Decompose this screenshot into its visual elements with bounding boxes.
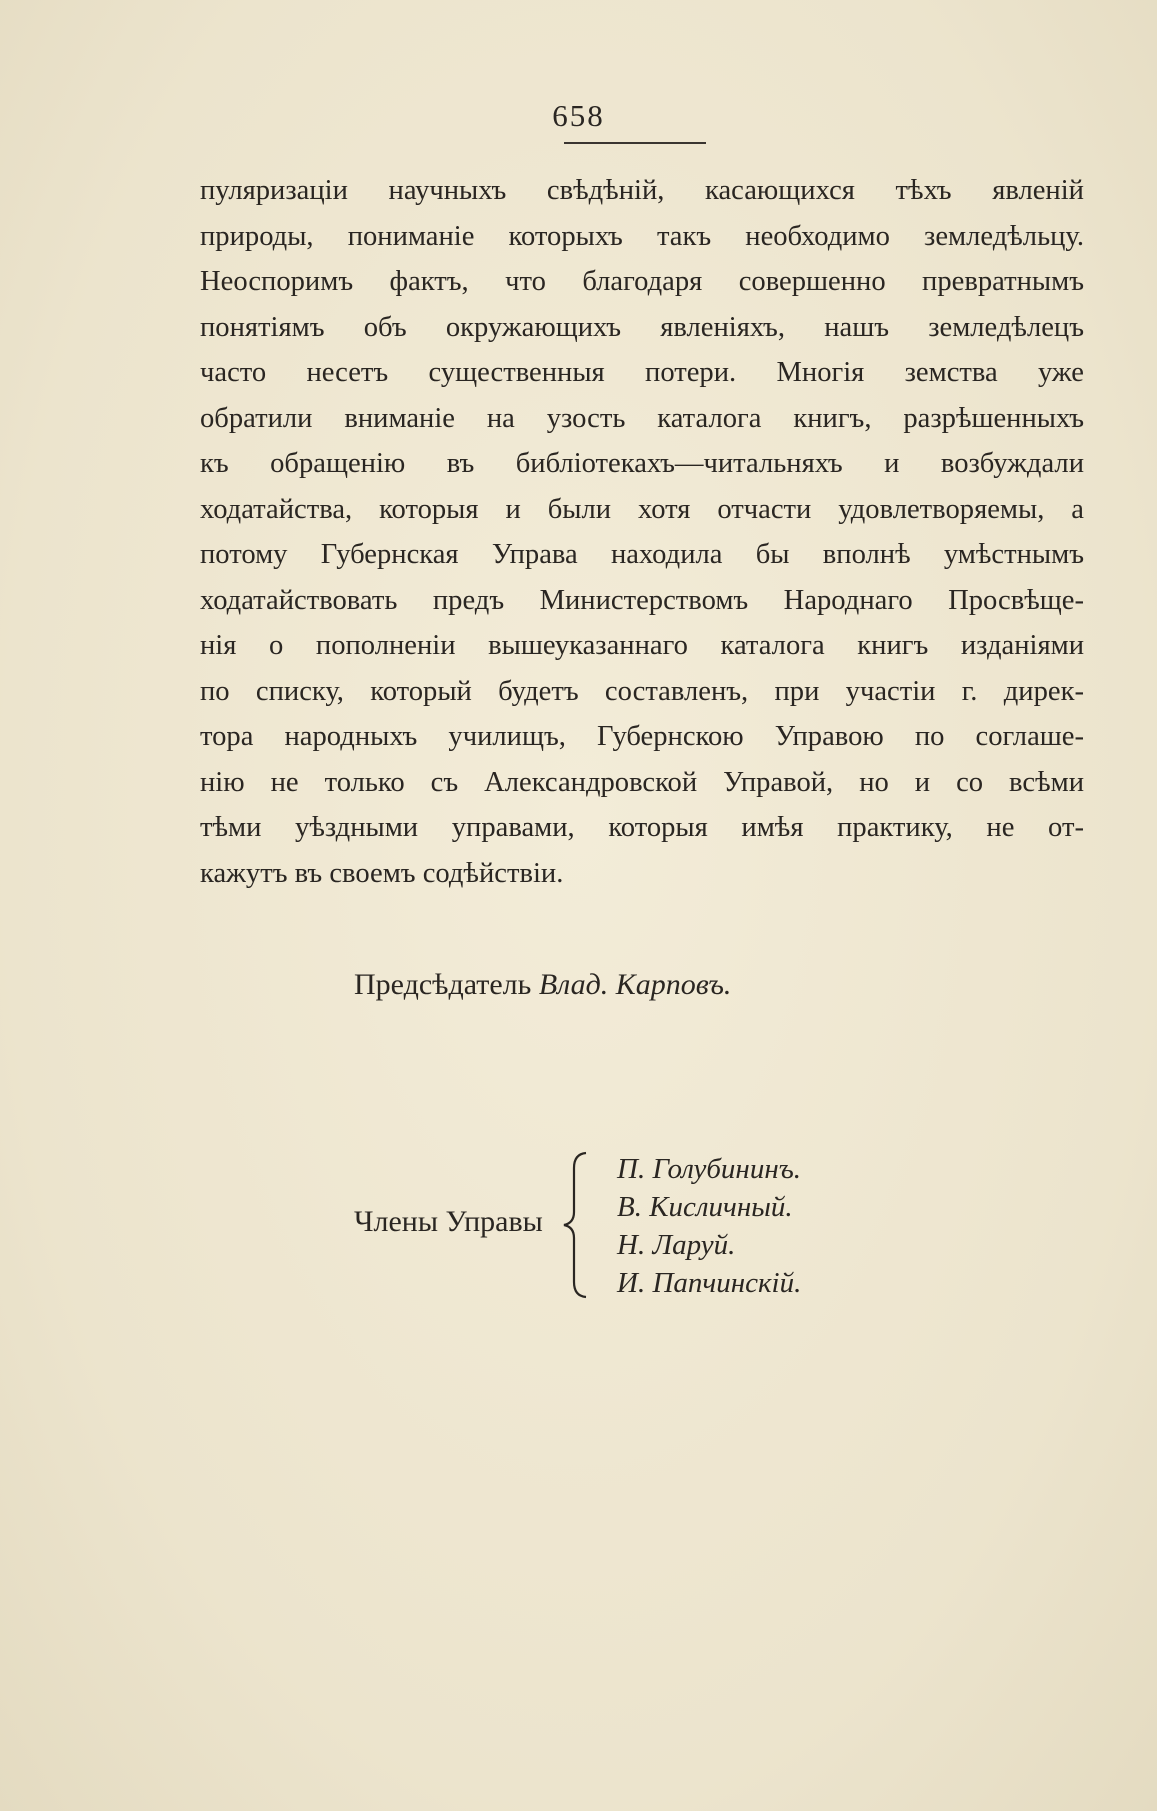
paragraph-line: къ обращенію въ библіотекахъ—читальняхъ и возбуждали: [200, 448, 1084, 479]
paragraph-line: по списку, который будетъ составленъ, при участіи г. дирек-: [200, 675, 1084, 707]
paragraph-line: тѣми уѣздными управами, которыя имѣя практику, не от-: [200, 812, 1084, 843]
paragraph-line: ходатайства, которыя и были хотя отчасти удовлетворяемы, а: [200, 493, 1084, 525]
page-number: 658: [552, 98, 605, 133]
paragraph-line: нія о пополненіи вышеуказаннаго каталога книгъ изданіями: [200, 630, 1084, 661]
chairman-signature: [354, 968, 731, 1002]
chairman-name: Влад. Карповъ.: [538, 968, 732, 1001]
paragraph-line: Неоспоримъ фактъ, что благодаря совершенно превратнымъ: [200, 266, 1084, 297]
main-paragraph: [200, 168, 1084, 896]
paragraph-line: нію не только съ Александровской Управой, но и со всѣми: [200, 766, 1084, 798]
paragraph-line: тора народныхъ училищъ, Губернскою Управою по соглаше-: [200, 721, 1084, 752]
chairman-title: Предсѣдатель: [354, 968, 532, 1001]
paragraph-line: кажутъ въ своемъ содѣйствіи.: [200, 857, 564, 889]
paragraph-line: потому Губернская Управа находила бы вполнѣ умѣстнымъ: [200, 539, 1084, 570]
paragraph-line: часто несетъ существенныя потери. Многія земства уже: [200, 357, 1084, 388]
paragraph-line: природы, пониманіе которыхъ такъ необходимо земледѣльцу.: [200, 220, 1084, 252]
curly-brace-icon: [556, 1150, 596, 1300]
paragraph-line: пуляризаціи научныхъ свѣдѣній, касающихся тѣхъ явленій: [200, 175, 1084, 206]
member-name: И. Папчинскій.: [617, 1267, 802, 1299]
paragraph-line: ходатайствовать предъ Министерствомъ Народнаго Просвѣще-: [200, 584, 1084, 616]
member-name: В. Кисличный.: [617, 1191, 793, 1223]
member-name: П. Голубининъ.: [617, 1153, 802, 1185]
members-label: Члены Управы: [354, 1205, 543, 1238]
page-number-rule: [564, 142, 706, 144]
member-name: Н. Ларуй.: [617, 1229, 736, 1261]
members-list: [617, 1150, 801, 1302]
paragraph-line: понятіямъ объ окружающихъ явленіяхъ, нашъ земледѣлецъ: [200, 311, 1084, 343]
paragraph-line: обратили вниманіе на узость каталога книгъ, разрѣшенныхъ: [200, 402, 1084, 434]
